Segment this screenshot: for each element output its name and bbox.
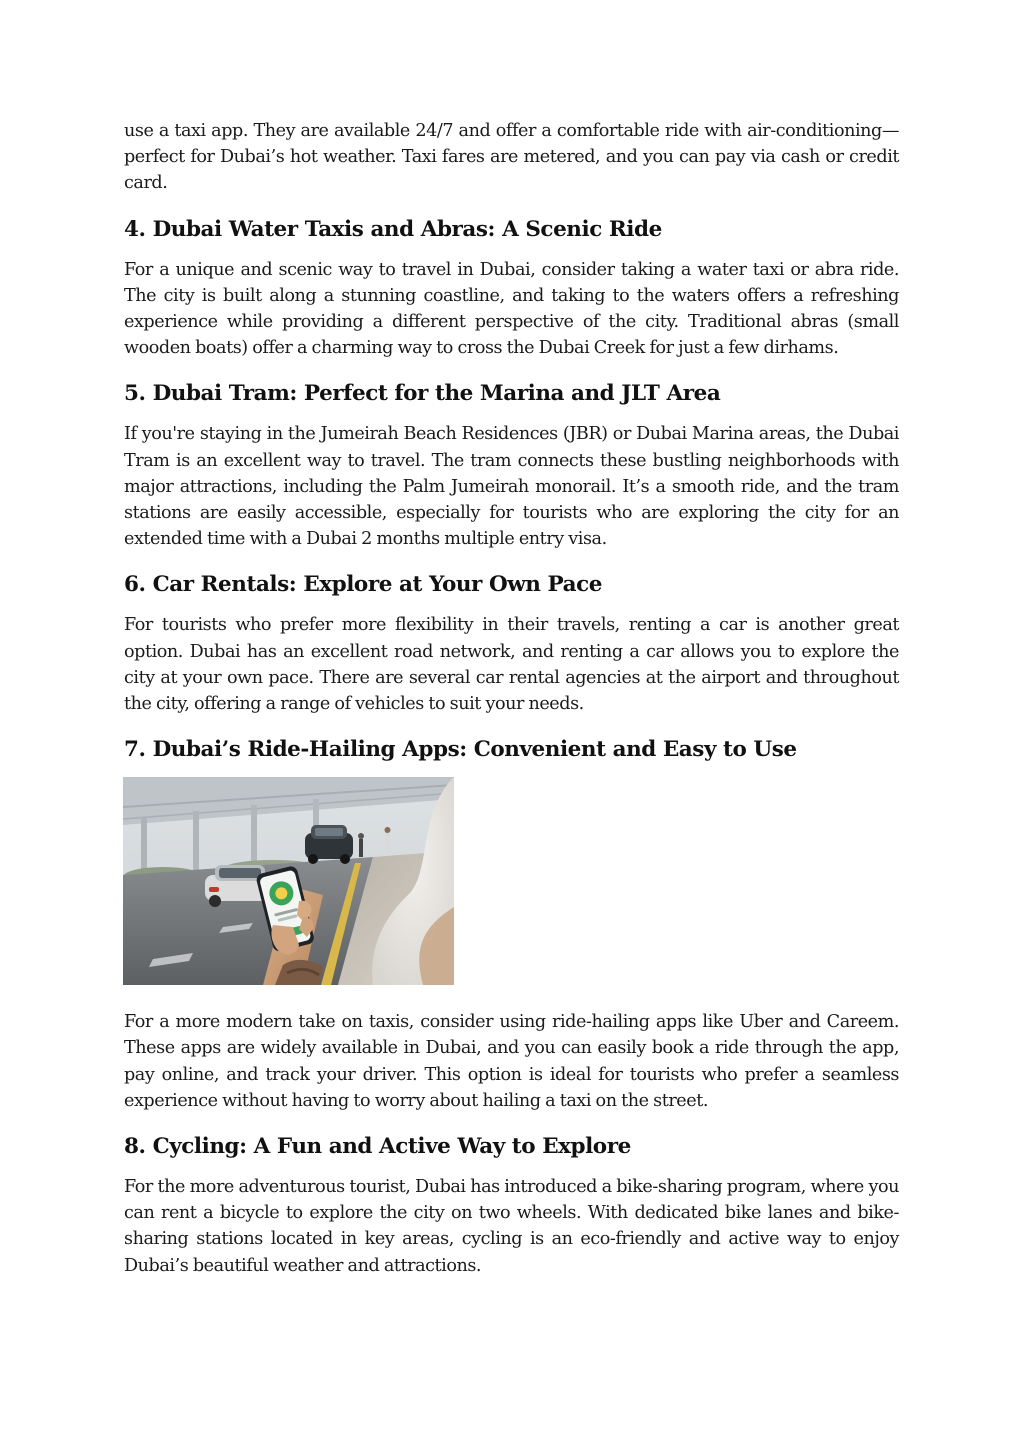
ride-hailing-photo (123, 777, 454, 985)
section-paragraph-car-rentals: For tourists who prefer more flexibility in their travels, renting a car is another great option. Dubai has an excellent road network, and renting a car allows you to explore the city at your own pace. There are several car rental agencies at the airport and throughout the city, offering a range of vehicles to suit your needs. (124, 615, 899, 715)
intro-paragraph: use a taxi app. They are available 24/7 and offer a comfortable ride with air-conditioning—perfect for Dubai’s hot weather. Taxi fares are metered, and you can pay via cash or credit card. (124, 121, 899, 194)
section-paragraph-ride-hailing: For a more modern take on taxis, consider using ride-hailing apps like Uber and Careem. These apps are widely available in Dubai, and you can easily book a ride through the app, pay online, and track your driver. This option is ideal for tourists who prefer a seamless experience without having to worry about hailing a taxi on the street. (124, 1012, 899, 1111)
section-heading-ride-hailing: 7. Dubai’s Ride-Hailing Apps: Convenient and Easy to Use (124, 737, 797, 763)
section-paragraph-cycling: For the more adventurous tourist, Dubai has introduced a bike-sharing program, where you can rent a bicycle to explore the city on two wheels. With dedicated bike lanes and bike-sharing stations located in key areas, cycling is an eco-friendly and active way to enjoy Dubai’s beautiful weather and attractions. (124, 1177, 899, 1276)
section-heading-car-rentals: 6. Car Rentals: Explore at Your Own Pace (124, 572, 603, 598)
document-page (124, 118, 899, 1297)
section-heading-cycling: 8. Cycling: A Fun and Active Way to Explore (124, 1134, 631, 1160)
section-paragraph-water-taxis: For a unique and scenic way to travel in Dubai, consider taking a water taxi or abra ride. The city is built along a stunning coastline, and taking to the waters offers a refreshing experience while providing a different perspective of the city. Traditional abras (small wooden boats) offer a charming way to cross the Dubai Creek for just a few dirhams. (124, 259, 899, 359)
section-paragraph-tram: If you're staying in the Jumeirah Beach Residences (JBR) or Dubai Marina areas, the Dubai Tram is an excellent way to travel. The tram connects these bustling neighborhoods with major attractions, including the Palm Jumeirah monorail. It’s a smooth ride, and the tram stations are easily accessible, especially for tourists who are exploring the city for an extended time with a Dubai 2 months multiple entry visa. (124, 424, 899, 550)
section-heading-water-taxis: 4. Dubai Water Taxis and Abras: A Scenic Ride (124, 216, 662, 242)
section-heading-tram: 5. Dubai Tram: Perfect for the Marina and JLT Area (124, 381, 721, 407)
